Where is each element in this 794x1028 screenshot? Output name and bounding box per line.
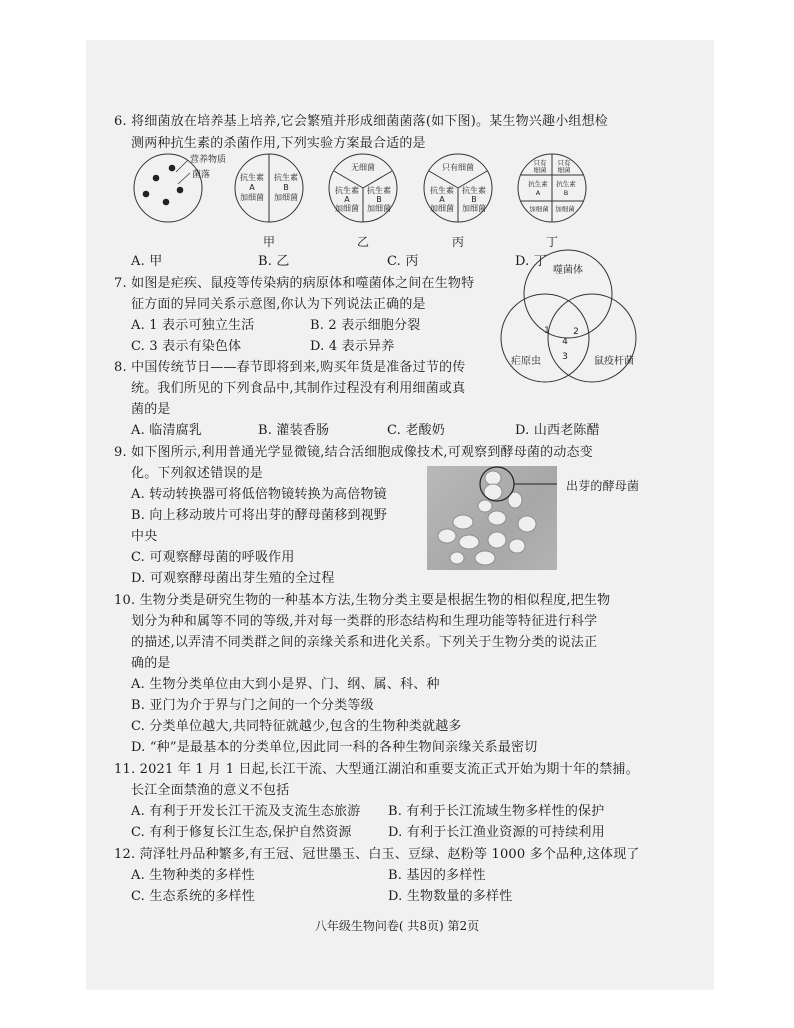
q9-option-a[interactable]: A. 转动转换器可将低倍物镜转换为高倍物镜 <box>131 487 387 502</box>
yeast-cell <box>438 529 456 543</box>
yeast-cell <box>453 515 473 529</box>
plate4-label: A <box>535 189 541 197</box>
plate3-left-label: 抗生素 <box>430 186 454 195</box>
plate1-left-label: 抗生素 <box>240 173 264 182</box>
plate3-right-label: B <box>471 195 477 204</box>
q12-option-a[interactable]: A. 生物种类的多样性 <box>131 868 255 883</box>
yeast-cell <box>488 532 506 548</box>
q12-option-c[interactable]: C. 生态系统的多样性 <box>131 889 255 904</box>
q6-stem-line-2: 测两种抗生素的杀菌作用,下列实验方案最合适的是 <box>131 136 426 151</box>
plate2-left-label: 抗生素 <box>335 186 359 195</box>
venn-region-2: 2 <box>573 327 579 337</box>
q11-stem-line-2: 长江全面禁渔的意义不包括 <box>131 783 290 798</box>
q11-option-c[interactable]: C. 有利于修复长江生态,保护自然资源 <box>131 825 352 840</box>
q10-stem-line-4: 确的是 <box>131 656 171 671</box>
plate1-left-label: A <box>249 183 255 192</box>
plate2-right-label: 抗生素 <box>367 186 391 195</box>
venn-region-1: 1 <box>544 326 550 336</box>
q8-stem-line-3: 菌的是 <box>131 402 171 417</box>
venn-label-plasmodium: 疟原虫 <box>511 356 541 367</box>
yeast-cell <box>450 552 464 564</box>
colony <box>153 175 160 182</box>
q9-option-c[interactable]: C. 可观察酵母菌的呼吸作用 <box>131 550 295 565</box>
q6-stem-line-1: 6. 将细菌放在培养基上培养,它会繁殖并形成细菌菌落(如下图)。某生物兴趣小组想检 <box>114 114 609 129</box>
plate4-label: 抗生素 <box>556 180 576 188</box>
q7-option-d[interactable]: D. 4 表示异养 <box>310 339 395 354</box>
yeast-cell <box>475 551 495 565</box>
yeast-micrograph <box>427 466 557 570</box>
plate3-top-label: 只有细菌 <box>442 163 474 172</box>
venn-region-4: 4 <box>562 337 568 347</box>
plate3-right-label: 抗生素 <box>462 186 486 195</box>
plate4-label: B <box>563 189 569 197</box>
plate1-right-label: 加细菌 <box>274 193 298 202</box>
plate3-left-label: A <box>439 195 445 204</box>
q6-option-d[interactable]: D. 丁 <box>515 254 548 269</box>
q10-option-a[interactable]: A. 生物分类单位由大到小是界、门、纲、属、科、种 <box>131 677 440 692</box>
q10-option-d[interactable]: D. “种”是最基本的分类单位,因此同一科的各种生物间亲缘关系最密切 <box>131 740 538 755</box>
plate2-top-label: 无细菌 <box>351 163 375 172</box>
q11-option-b[interactable]: B. 有利于长江流域生物多样性的保护 <box>388 804 605 819</box>
q11-option-d[interactable]: D. 有利于长江渔业资源的可持续利用 <box>388 825 605 840</box>
plate4-label: 细菌 <box>533 166 547 174</box>
q9-stem-line-1: 9. 如下图所示,利用普通光学显微镜,结合活细胞成像技术,可观察到酵母菌的动态变 <box>114 445 593 460</box>
yeast-cell <box>459 535 479 549</box>
plate2-right-label: B <box>376 195 382 204</box>
label-nutrient: 营养物质 <box>190 155 227 165</box>
colony <box>169 165 176 172</box>
q6-option-b[interactable]: B. 乙 <box>258 254 290 269</box>
budding-yeast-label: 出芽的酵母菌 <box>566 479 640 493</box>
q8-option-d[interactable]: D. 山西老陈醋 <box>515 423 600 438</box>
q10-option-c[interactable]: C. 分类单位越大,共同特征就越少,包含的生物种类就越多 <box>131 719 462 734</box>
q10-stem-line-1: 10. 生物分类是研究生物的一种基本方法,生物分类主要是根据生物的相似程度,把生物 <box>114 593 611 608</box>
plate3-left-label: 加细菌 <box>430 204 454 213</box>
q10-stem-line-2: 划分为种和属等不同的等级,并对每一类群的形态结构和生理功能等特征进行科学 <box>131 614 598 629</box>
plate3-right-label: 加细菌 <box>462 204 486 213</box>
plate2-right-label: 加细菌 <box>367 204 391 213</box>
q10-option-b[interactable]: B. 亚门为介于界与门之间的一个分类等级 <box>131 698 374 713</box>
q12-option-b[interactable]: B. 基因的多样性 <box>388 868 486 883</box>
q11-stem-line-1: 11. 2021 年 1 月 1 日起,长江干流、大型通江湖泊和重要支流正式开始为期十年的禁捕。 <box>114 762 639 777</box>
venn-circle-phage <box>524 250 612 338</box>
plate1-right-label: B <box>283 183 289 192</box>
plate-name-bing: 丙 <box>451 235 465 249</box>
plate1-right-label: 抗生素 <box>274 173 298 182</box>
q8-option-a[interactable]: A. 临清腐乳 <box>131 423 203 438</box>
q7-option-b[interactable]: B. 2 表示细胞分裂 <box>310 318 421 333</box>
q8-stem-line-1: 8. 中国传统节日——春节即将到来,购买年货是准备过节的传 <box>114 360 466 375</box>
plate-name-ding: 丁 <box>545 235 559 249</box>
q8-option-c[interactable]: C. 老酸奶 <box>387 423 445 438</box>
q8-option-b[interactable]: B. 灌装香肠 <box>258 423 330 438</box>
q10-stem-line-3: 的描述,以弄清不同类群之间的亲缘关系和进化关系。下列关于生物分类的说法正 <box>131 635 598 650</box>
plate4-label: 细菌 <box>557 166 571 174</box>
plate-name-jia: 甲 <box>262 235 276 249</box>
yeast-cell <box>488 511 506 525</box>
q7-option-a[interactable]: A. 1 表示可独立生活 <box>131 318 255 333</box>
q6-option-c[interactable]: C. 丙 <box>387 254 419 269</box>
yeast-cell <box>509 539 525 553</box>
plate1-left-label: 加细菌 <box>240 193 264 202</box>
page-footer: 八年级生物问卷( 共8页) 第2页 <box>314 919 480 933</box>
plate2-left-label: 加细菌 <box>335 204 359 213</box>
q12-option-d[interactable]: D. 生物数量的多样性 <box>388 889 513 904</box>
colony <box>163 199 170 206</box>
q12-stem-line-1: 12. 菏泽牡丹品种繁多,有王冠、冠世墨玉、白玉、豆绿、赵粉等 1000 多个品种,这体现了 <box>114 847 640 862</box>
q7-venn-diagram <box>496 246 644 396</box>
plate-name-yi: 乙 <box>356 235 370 249</box>
q11-option-a[interactable]: A. 有利于开发长江干流及支流生态旅游 <box>131 804 361 819</box>
plate4-label: 只有 <box>557 159 571 167</box>
q6-option-a[interactable]: A. 甲 <box>131 254 163 269</box>
venn-region-3: 3 <box>562 352 568 362</box>
q9-option-d[interactable]: D. 可观察酵母菌出芽生殖的全过程 <box>131 571 335 586</box>
q9-stem-line-2: 化。下列叙述错误的是 <box>131 466 264 481</box>
yeast-cell <box>485 471 501 485</box>
q9-option-b[interactable]: B. 向上移动玻片可将出芽的酵母菌移到视野 <box>131 508 388 523</box>
colony <box>177 187 184 194</box>
yeast-cell <box>478 500 492 512</box>
plate4-label: 加细菌 <box>529 205 549 213</box>
yeast-cell <box>518 516 536 532</box>
plate4-label: 只有 <box>533 159 547 167</box>
q7-stem-line-2: 征方面的异同关系示意图,你认为下列说法正确的是 <box>131 297 426 312</box>
plate4-label: 加细菌 <box>555 205 575 213</box>
q9-option-b-cont: 中央 <box>131 529 158 544</box>
q6-petri-dish-figure <box>118 150 598 254</box>
q8-stem-line-2: 统。我们所见的下列食品中,其制作过程没有利用细菌或真 <box>131 381 466 396</box>
venn-label-phage: 噬菌体 <box>553 265 583 276</box>
q7-stem-line-1: 7. 如图是疟疾、鼠疫等传染病的病原体和噬菌体之间在生物特 <box>114 276 475 291</box>
label-colony: 菌落 <box>192 170 211 180</box>
venn-label-yersinia: 鼠疫杆菌 <box>594 356 634 367</box>
colony <box>143 191 150 198</box>
plate2-left-label: A <box>344 195 350 204</box>
venn-circle-plasmodium <box>501 294 589 382</box>
q7-option-c[interactable]: C. 3 表示有染色体 <box>131 339 242 354</box>
plate4-label: 抗生素 <box>528 180 548 188</box>
